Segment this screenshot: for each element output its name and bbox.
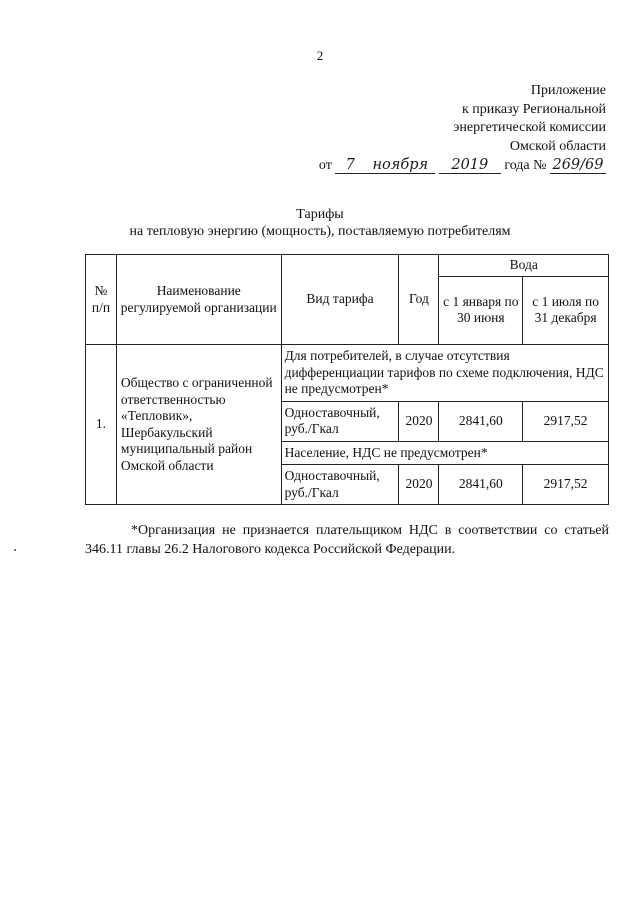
order-year-handwritten: 2019 — [439, 157, 501, 174]
title-line-2: на тепловую энергию (мощность), поставляемую потребителям — [129, 224, 511, 239]
table-row — [86, 345, 609, 402]
document-title — [0, 206, 640, 240]
appendix-line: к приказу Региональной — [461, 101, 606, 117]
order-day-handwritten: 7 — [335, 157, 365, 174]
page-number: 2 — [316, 48, 324, 63]
header-period-2: с 1 июля по 31 декабря — [523, 276, 609, 344]
header-water-group: Вода — [439, 255, 609, 277]
row-organization: Общество с ограниченной ответственностью «Тепловик», Шербакульский муниципальный район Омской области — [116, 345, 281, 505]
appendix-block — [319, 82, 606, 176]
header-type: Вид тарифа — [281, 255, 399, 345]
tariff-year: 2020 — [399, 401, 439, 441]
tariff-period-2: 2917,52 — [523, 401, 609, 441]
header-period-1: с 1 января по 30 июня — [439, 276, 523, 344]
order-year-word: года № — [504, 158, 547, 173]
category-1: Для потребителей, в случае отсутствия дифференциации тарифов по схеме подключения, НДС не предусмотрен* — [281, 345, 608, 402]
header-year: Год — [399, 255, 439, 345]
tariff-year: 2020 — [399, 465, 439, 505]
appendix-line: Омской области — [509, 138, 606, 154]
tariff-table — [85, 254, 609, 505]
tariff-type: Одноставочный, руб./Гкал — [281, 401, 399, 441]
header-org: Наименование регулируемой организации — [116, 255, 281, 345]
margin-mark — [14, 549, 16, 551]
header-num: № п/п — [86, 255, 117, 345]
tariff-period-1: 2841,60 — [439, 401, 523, 441]
tariff-period-2: 2917,52 — [523, 465, 609, 505]
tariff-type: Одноставочный, руб./Гкал — [281, 465, 399, 505]
appendix-line: энергетической комиссии — [453, 120, 606, 135]
order-month-handwritten: ноября — [365, 157, 435, 174]
table-header-row — [86, 255, 609, 277]
footnote: *Организация не признается плательщиком НДС в соответствии со статьей 346.11 главы 26.2 Налогового кодекса Российской Федерации. — [85, 523, 609, 557]
appendix-line: Приложение — [530, 83, 606, 98]
order-line — [319, 157, 606, 176]
title-line-1: Тарифы — [296, 207, 344, 222]
tariff-period-1: 2841,60 — [439, 465, 523, 505]
order-prefix: от — [318, 158, 332, 173]
row-num: 1. — [86, 345, 117, 505]
order-number-handwritten: 269/69 — [550, 157, 606, 174]
category-2: Население, НДС не предусмотрен* — [281, 441, 608, 465]
